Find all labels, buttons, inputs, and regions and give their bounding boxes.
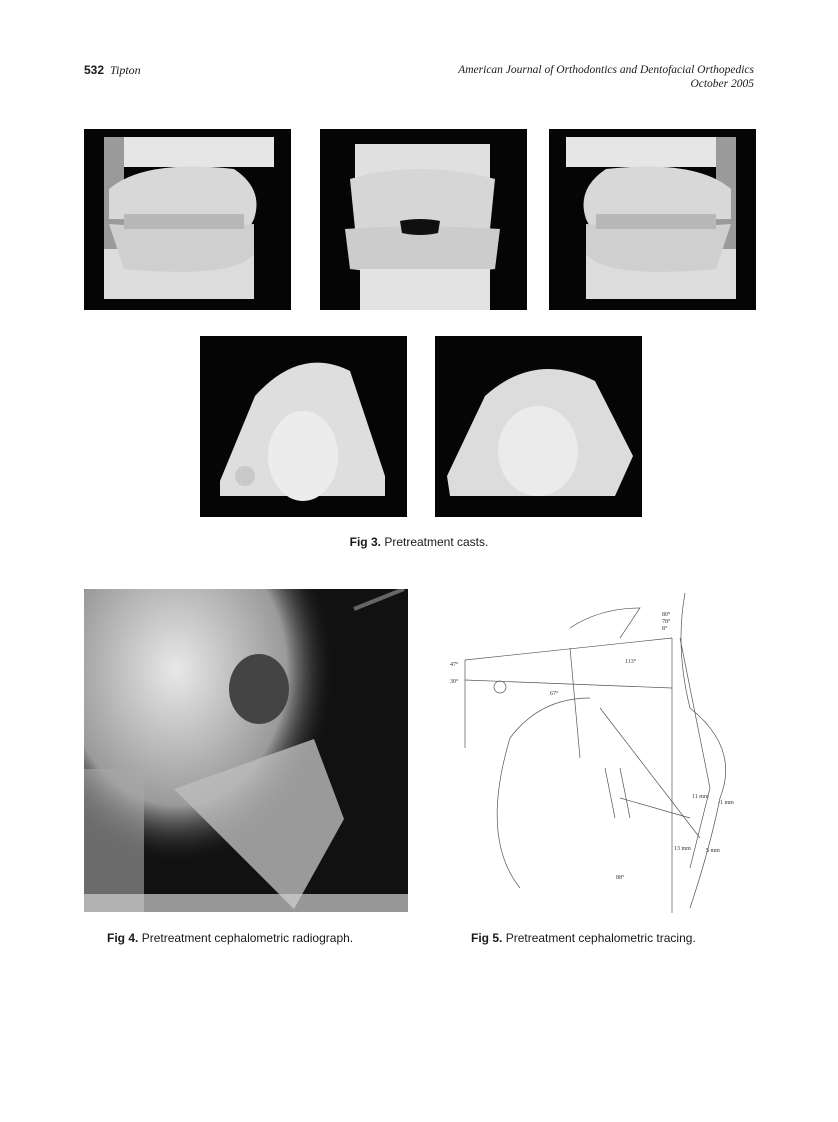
tracing-label-snb: 78° xyxy=(662,619,671,625)
fig3-label: Fig 3. xyxy=(349,535,381,549)
cast-photo-left-lateral xyxy=(549,129,756,310)
journal-title: American Journal of Orthodontics and Dentofacial Orthopedics xyxy=(458,64,754,76)
fig4-caption-text: Pretreatment cephalometric radiograph. xyxy=(141,931,354,945)
fig3-caption xyxy=(0,535,838,549)
tracing-label-facial-angle: 88° xyxy=(616,875,625,881)
tracing-label-sna: 80° xyxy=(662,612,671,618)
cast-photo-right-lateral xyxy=(84,129,291,310)
fig5-caption xyxy=(471,931,696,945)
tracing-label-fma: 30° xyxy=(450,679,459,685)
running-author: Tipton xyxy=(110,63,141,77)
issue-date: October 2005 xyxy=(690,78,754,90)
tracing-label-anb: 8° xyxy=(662,626,668,632)
fig3-caption-text: Pretreatment casts. xyxy=(384,535,489,549)
tracing-label-upper-lip: 11 mm xyxy=(692,794,709,800)
tracing-label-interincisal: 113° xyxy=(625,659,637,665)
tracing-label-chin: 5 mm xyxy=(706,848,720,854)
cast-photo-mandibular-occlusal xyxy=(435,336,642,517)
tracing-label-lower-lip: 13 mm xyxy=(674,846,691,852)
fig4-caption xyxy=(107,931,353,945)
cast-photo-maxillary-occlusal xyxy=(200,336,407,517)
cephalometric-radiograph xyxy=(84,589,408,912)
tracing-label-impa: 67° xyxy=(550,691,559,697)
cephalometric-tracing xyxy=(440,588,760,913)
fig4-label: Fig 4. xyxy=(107,931,139,945)
fig5-caption-text: Pretreatment cephalometric tracing. xyxy=(505,931,696,945)
fig5-label: Fig 5. xyxy=(471,931,503,945)
tracing-label-e-line: -1 mm xyxy=(718,800,734,806)
tracing-label-fh: 47° xyxy=(450,662,459,668)
journal-header xyxy=(458,63,754,91)
page-number: 532 xyxy=(84,63,105,77)
cast-photo-frontal xyxy=(320,129,527,310)
